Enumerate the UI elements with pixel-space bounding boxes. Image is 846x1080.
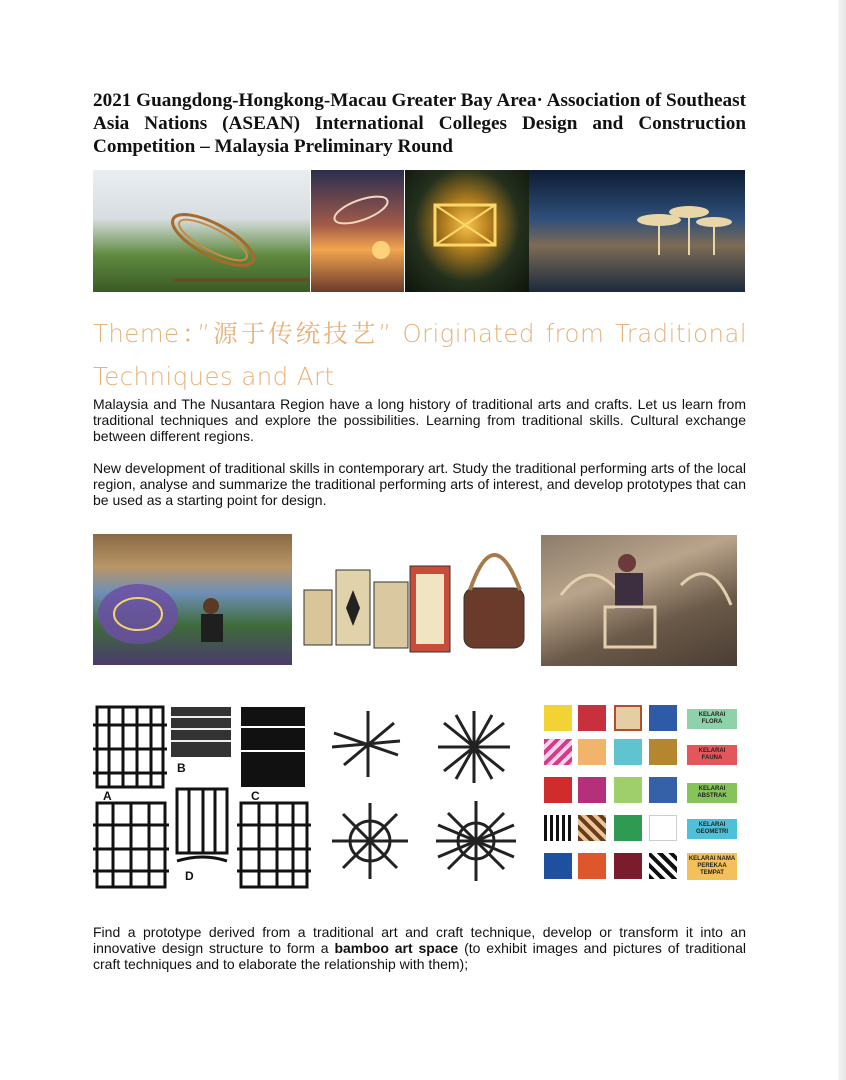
development-paragraph: New development of traditional skills in contemporary art. Study the traditional performing arts of the local region, analyse and summarize the traditional performing arts of interest, and develop prototypes that can be used as a starting point for design. (93, 460, 746, 509)
night-pavilion-lights (405, 170, 529, 292)
canopy-structures (529, 170, 745, 292)
tag-kelarai-flora: KELARAI FLORA (687, 709, 737, 729)
prototype-text-after: (to exhibit images and pictures of traditional craft techniques and to elaborate the relationship with them); (93, 940, 746, 973)
pattern-tile (544, 815, 572, 841)
rattan-scene (541, 535, 737, 666)
diagram-label-b: B (177, 761, 186, 775)
theme-heading: Theme：”源于传统技艺” Originated from Traditional Techniques and Art (93, 319, 747, 391)
pattern-tile (649, 705, 677, 731)
weave-pattern-drawings (93, 703, 311, 890)
photo-weaver-with-mat (93, 534, 292, 665)
photo-woven-baskets (298, 530, 530, 656)
pattern-tile (649, 739, 677, 765)
kelarai-pattern-chart (541, 701, 739, 885)
tag-kelarai-fauna: KELARAI FAUNA (687, 745, 737, 765)
pattern-tile (578, 815, 606, 841)
weave-technique-diagrams (93, 703, 311, 890)
banner-image-canopy-water (529, 170, 745, 292)
photo-rattan-weaver (541, 535, 737, 666)
pattern-tile (578, 777, 606, 803)
pavilion-sketch (93, 170, 310, 292)
banner-image-night-pavilion (404, 170, 529, 292)
pattern-tile (544, 853, 572, 879)
document-title: 2021 Guangdong-Hongkong-Macau Greater Bay Area· Association of Southeast Asia Nations (ASEAN) International Colleges Design and Construction Competition – Malaysia Preliminary Round (93, 90, 746, 157)
intro-paragraph: Malaysia and The Nusantara Region have a long history of traditional arts and crafts. Let us learn from traditional techniques and explore the possibilities. Learning from traditional skills. Cultural exchange between different regions. (93, 396, 746, 445)
radial-weave-drawings (324, 703, 524, 890)
pattern-tile (614, 853, 642, 879)
pattern-tile (614, 739, 642, 765)
prototype-text-before: Find a prototype derived from a traditional art and craft technique, develop or transform it into an innovative design structure to form a (93, 924, 746, 957)
page-edge-shadow (838, 0, 846, 1080)
pattern-tile (578, 705, 606, 731)
tag-kelarai-abstrak: KELARAI ABSTRAK (687, 783, 737, 803)
diagram-label-d: D (185, 869, 194, 883)
tag-kelarai-nama: KELARAI NAMA PEREKAA TEMPAT (687, 853, 737, 880)
pattern-tile (578, 853, 606, 879)
diagram-label-c: C (251, 789, 260, 803)
pattern-tile (544, 777, 572, 803)
pattern-tile (614, 777, 642, 803)
pattern-tile (578, 739, 606, 765)
pattern-tile (614, 815, 642, 841)
banner-image-sunset (310, 170, 404, 292)
sunset-structure (311, 170, 404, 292)
pattern-tile (544, 705, 572, 731)
diagram-label-a: A (103, 789, 112, 803)
pattern-tile (649, 853, 677, 879)
banner-image-pavilion-day (93, 170, 310, 292)
pattern-tile (649, 815, 677, 841)
bamboo-art-space-emphasis: bamboo art space (334, 940, 459, 957)
pattern-tile (614, 705, 642, 731)
prototype-paragraph (93, 924, 746, 973)
weaver-scene (93, 534, 292, 665)
pattern-tile (544, 739, 572, 765)
pattern-tile (649, 777, 677, 803)
banner-image-strip (93, 170, 745, 292)
tag-kelarai-geometri: KELARAI GEOMETRI (687, 819, 737, 839)
baskets-set (298, 530, 530, 656)
radial-weave-diagrams (324, 703, 524, 890)
